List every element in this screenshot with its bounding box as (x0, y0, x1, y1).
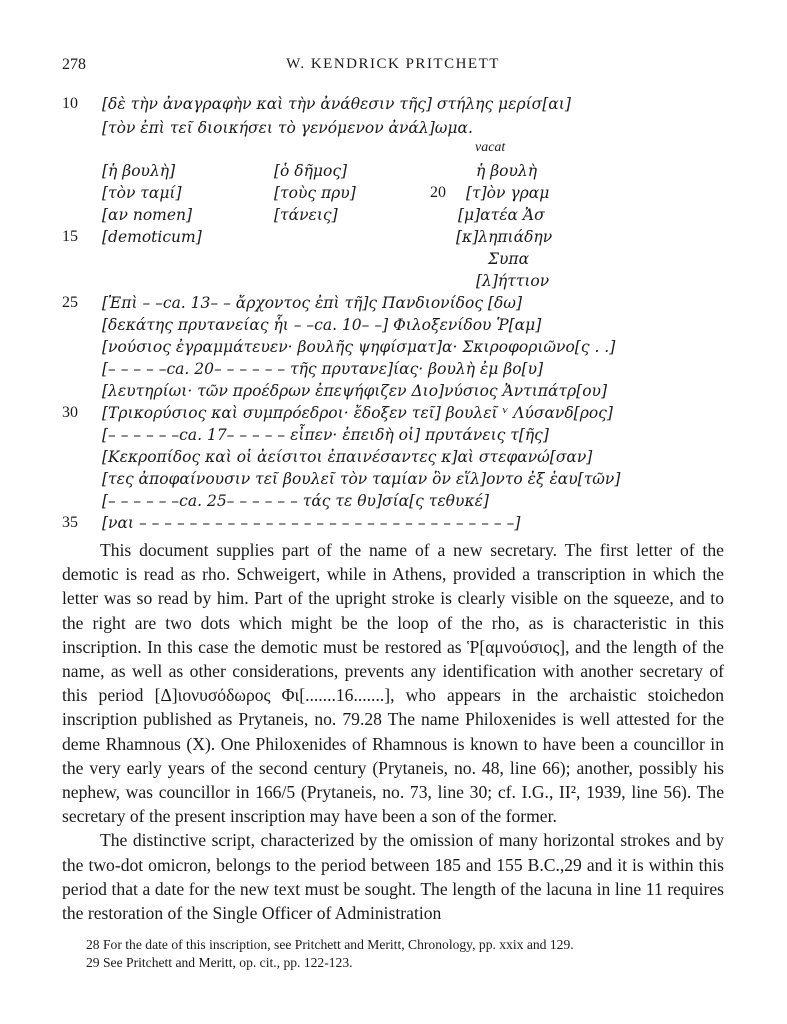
inscription-line: [λευτηρίωι· τῶν προέδρων ἐπεψήφιζεν Διο]νύσιος Ἀντιπάτρ[ου] (102, 382, 607, 400)
col3-line: [μ]ατέα Ἀσ (458, 206, 545, 224)
vacat-note: vacat (475, 140, 506, 155)
inscription-line-10: [δὲ τὴν ἀναγραφὴν καὶ τὴν ἀνάθεσιν τῆς] στήλης μερίσ[αι] (102, 95, 571, 113)
line-number-10: 10 (62, 95, 78, 112)
col1-line: [τὸν ταμί] (102, 184, 182, 202)
running-title: W. KENDRICK PRITCHETT (286, 56, 500, 72)
page-number: 278 (62, 56, 86, 73)
col2-line: [ὁ δῆμος] (274, 162, 348, 180)
inscription-line: [Ἐπὶ – –ca. 13– – ἄρχοντος ἐπὶ τῆ]ς Πανδιονίδος [δω] (102, 294, 522, 312)
line-number-20: 20 (430, 184, 446, 201)
inscription-line: [– – – – –ca. 20– – – – – – τῆς πρυτανε]ίας· βουλὴ ἐμ βο[υ] (102, 360, 544, 378)
paragraph-1: This document supplies part of the name of a new secretary. The first letter of the demotic is read as rho. Schweigert, while in Athens, provided a transcription in which the letter was so read by him. Part of the upright stroke is clearly visible on the squeeze, and to the right are two dots which might be the loop of the rho, as is characteristic in this inscription. In this case the demotic must be restored as Ῥ[αμνούσιος], and the length of the name, as well as other considerations, prevents any identification with another secretary of this period [Δ]ιονυσόδωρος Φι[.......16.......], who appears in the archaistic stoichedon inscription published as Prytaneis, no. 79.28 The name Philoxenides is well attested for the deme Rhamnous (X). One Philoxenides of Rhamnous is known to have been a councillor in the very early years of the second century (Prytaneis, no. 48, line 66); another, possibly his nephew, was councillor in 166/5 (Prytaneis, no. 73, line 30; cf. I.G., II², 1939, line 56). The secretary of the present inscription may have been a son of the former. (62, 540, 724, 827)
inscription-line: [δεκάτης πρυτανείας ἧι – –ca. 10– –] Φιλοξενίδου Ῥ[αμ] (102, 316, 542, 334)
inscription-line: [τες ἀποφαίνουσιν τεῖ βουλεῖ τὸν ταμίαν ὃν εἵλ]οντο ἐξ ἑαυ[τῶν] (102, 470, 621, 488)
inscription-line: [νούσιος ἐγραμμάτευεν· βουλῆς ψηφίσματ]α· Σκιροφοριῶνο[ς . .] (102, 338, 616, 356)
line-number-25: 25 (62, 294, 78, 311)
footnotes (62, 936, 724, 972)
line-number-15: 15 (62, 228, 78, 245)
col3-line: Συπα (488, 250, 530, 268)
col1-line: [αν nomen] (102, 206, 193, 224)
footnote-29: 29 See Pritchett and Meritt, op. cit., pp. 122-123. (86, 955, 353, 970)
col3-line: [λ]ήττιον (476, 272, 550, 290)
col3-line: [τ]ὸν γραμ (466, 184, 550, 202)
col3-line: ἡ βουλὴ (476, 162, 538, 180)
inscription-line: [Τρικορύσιος καὶ συμπρόεδροι· ἔδοξεν τεῖ] βουλεῖ ᵛ Λύσανδ[ρος] (102, 404, 613, 422)
col1-line: [ἡ βουλὴ] (102, 162, 176, 180)
footnote-28: 28 For the date of this inscription, see Pritchett and Meritt, Chronology, pp. xxix and 129. (86, 937, 574, 952)
col3-line: [κ]ληπιάδην (456, 228, 553, 246)
inscription-line: [– – – – – –ca. 17– – – – – εἶπεν· ἐπειδὴ οἱ] πρυτάνεις τ[ῆς] (102, 426, 549, 444)
paragraph-2: The distinctive script, characterized by the omission of many horizontal strokes and by the two-dot omicron, belongs to the period between 185 and 155 B.C.,29 and it is within this period that a date for the new text must be sought. The length of the lacuna in line 11 requires the restoration of the Single Officer of Administration (62, 830, 724, 924)
inscription-line-11: [τὸν ἐπὶ τεῖ διοικήσει τὸ γενόμενον ἀνάλ]ωμα. (102, 119, 473, 137)
inscription-line: [ναι – – – – – – – – – – – – – – – – – – – – – – – – – – – – – –] (102, 514, 521, 532)
inscription-line: [– – – – – –ca. 25– – – – – – τάς τε θυ]σία[ς τεθυκέ] (102, 492, 489, 510)
line-number-30: 30 (62, 404, 78, 421)
inscription-line: [Κεκροπίδος καὶ οἱ ἀείσιτοι ἐπαινέσαντες κ]αὶ στεφανώ[σαν] (102, 448, 593, 466)
commentary-body (62, 538, 724, 925)
running-header (62, 56, 724, 80)
col1-line: [demoticum] (102, 228, 202, 246)
col2-line: [τοὺς πρυ] (274, 184, 356, 202)
line-number-35: 35 (62, 514, 78, 531)
col2-line: [τάνεις] (274, 206, 338, 224)
